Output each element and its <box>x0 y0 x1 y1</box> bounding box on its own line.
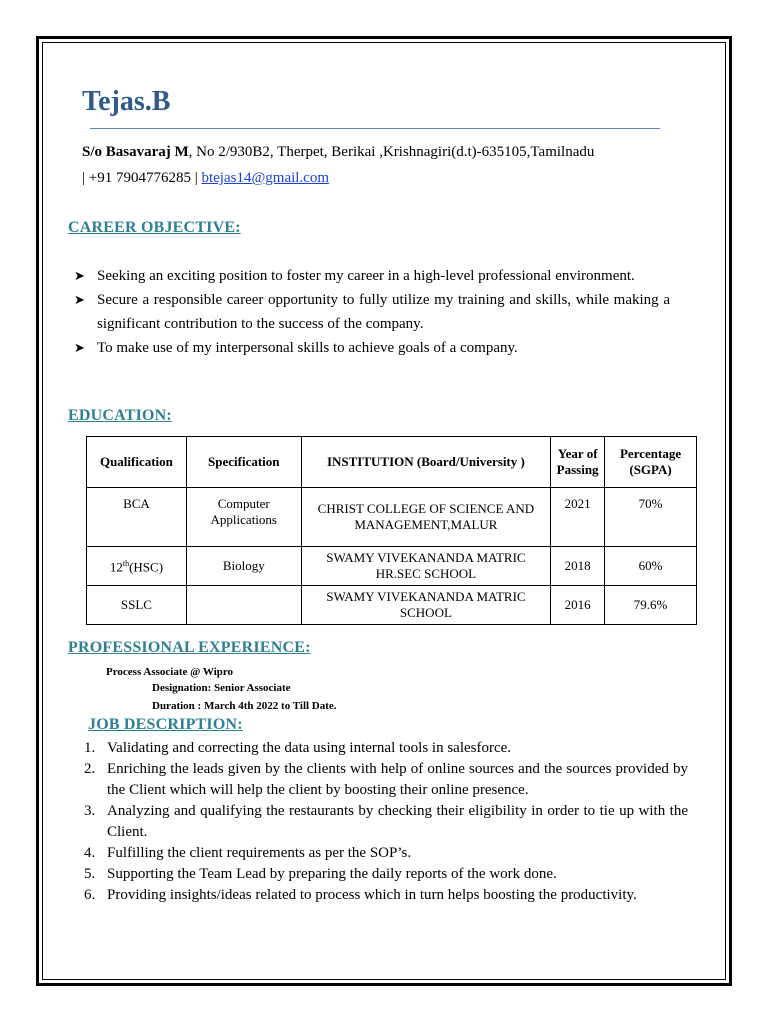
list-item: 3. Analyzing and qualifying the restaurants by checking their eligibility in order to tie up with the Client. <box>84 803 688 840</box>
institution-cell: CHRIST COLLEGE OF SCIENCE AND MANAGEMENT,MALUR <box>301 488 550 547</box>
address-text: , No 2/930B2, Therpet, Berikai ,Krishnagiri(d.t)-635105,Tamilnadu <box>188 144 595 160</box>
list-item: 6. Providing insights/ideas related to process which in turn helps boosting the productivity. <box>84 887 637 903</box>
contact-address-line <box>82 144 594 161</box>
qualification-cell: 12th(HSC) <box>87 547 187 586</box>
name-divider <box>90 128 660 129</box>
list-item: 2. Enriching the leads given by the clients with help of online sources and the sources provided by the Client which will help the client by boosting their online presence. <box>84 761 688 798</box>
table-header-row <box>87 437 697 488</box>
job-description-list <box>82 738 688 906</box>
column-header: Year of Passing <box>551 437 605 488</box>
specification-cell: Computer Applications <box>186 488 301 547</box>
column-header: INSTITUTION (Board/University ) <box>301 437 550 488</box>
qualification-cell: BCA <box>87 488 187 547</box>
list-item: 1. Validating and correcting the data using internal tools in salesforce. <box>84 740 512 756</box>
year-cell: 2021 <box>551 488 605 547</box>
list-item: ➤ Seeking an exciting position to foster my career in a high-level professional environment. <box>74 264 670 288</box>
qualification-cell: SSLC <box>87 586 187 625</box>
experience-designation: Designation: Senior Associate <box>152 682 291 694</box>
career-objective-list <box>74 264 670 360</box>
institution-cell: SWAMY VIVEKANANDA MATRIC SCHOOL <box>301 586 550 625</box>
list-item: ➤ To make use of my interpersonal skills to achieve goals of a company. <box>74 336 670 360</box>
arrow-bullet-icon: ➤ <box>74 268 85 283</box>
experience-duration: Duration : March 4th 2022 to Till Date. <box>152 700 337 712</box>
list-item: 4. Fulfilling the client requirements as per the SOP’s. <box>84 845 412 861</box>
experience-role: Process Associate @ Wipro <box>106 666 234 678</box>
column-header: Percentage (SGPA) <box>605 437 697 488</box>
job-description-heading: JOB DESCRIPTION: <box>88 716 243 733</box>
arrow-bullet-icon: ➤ <box>74 340 85 355</box>
table-row <box>87 488 697 547</box>
column-header: Qualification <box>87 437 187 488</box>
education-heading: EDUCATION: <box>68 407 172 424</box>
table-row <box>87 586 697 625</box>
email-link[interactable]: btejas14@gmail.com <box>201 170 330 186</box>
professional-experience-heading: PROFESSIONAL EXPERIENCE: <box>68 639 311 656</box>
contact-phone-line <box>82 170 329 187</box>
percentage-cell: 79.6% <box>605 586 697 625</box>
candidate-name: Tejas.B <box>82 86 171 117</box>
year-cell: 2016 <box>551 586 605 625</box>
arrow-bullet-icon: ➤ <box>74 292 85 307</box>
year-cell: 2018 <box>551 547 605 586</box>
education-table <box>86 436 697 625</box>
list-item: 5. Supporting the Team Lead by preparing the daily reports of the work done. <box>84 866 557 882</box>
specification-cell <box>186 586 301 625</box>
parent-name: S/o Basavaraj M <box>82 144 189 160</box>
list-item: ➤ Secure a responsible career opportunity to fully utilize my training and skills, while making a significant contribution to the success of the company. <box>74 288 670 336</box>
table-row <box>87 547 697 586</box>
institution-cell: SWAMY VIVEKANANDA MATRIC HR.SEC SCHOOL <box>301 547 550 586</box>
specification-cell: Biology <box>186 547 301 586</box>
percentage-cell: 70% <box>605 488 697 547</box>
percentage-cell: 60% <box>605 547 697 586</box>
phone-text: | +91 7904776285 | <box>82 170 202 186</box>
career-objective-heading: CAREER OBJECTIVE: <box>68 219 241 236</box>
column-header: Specification <box>186 437 301 488</box>
